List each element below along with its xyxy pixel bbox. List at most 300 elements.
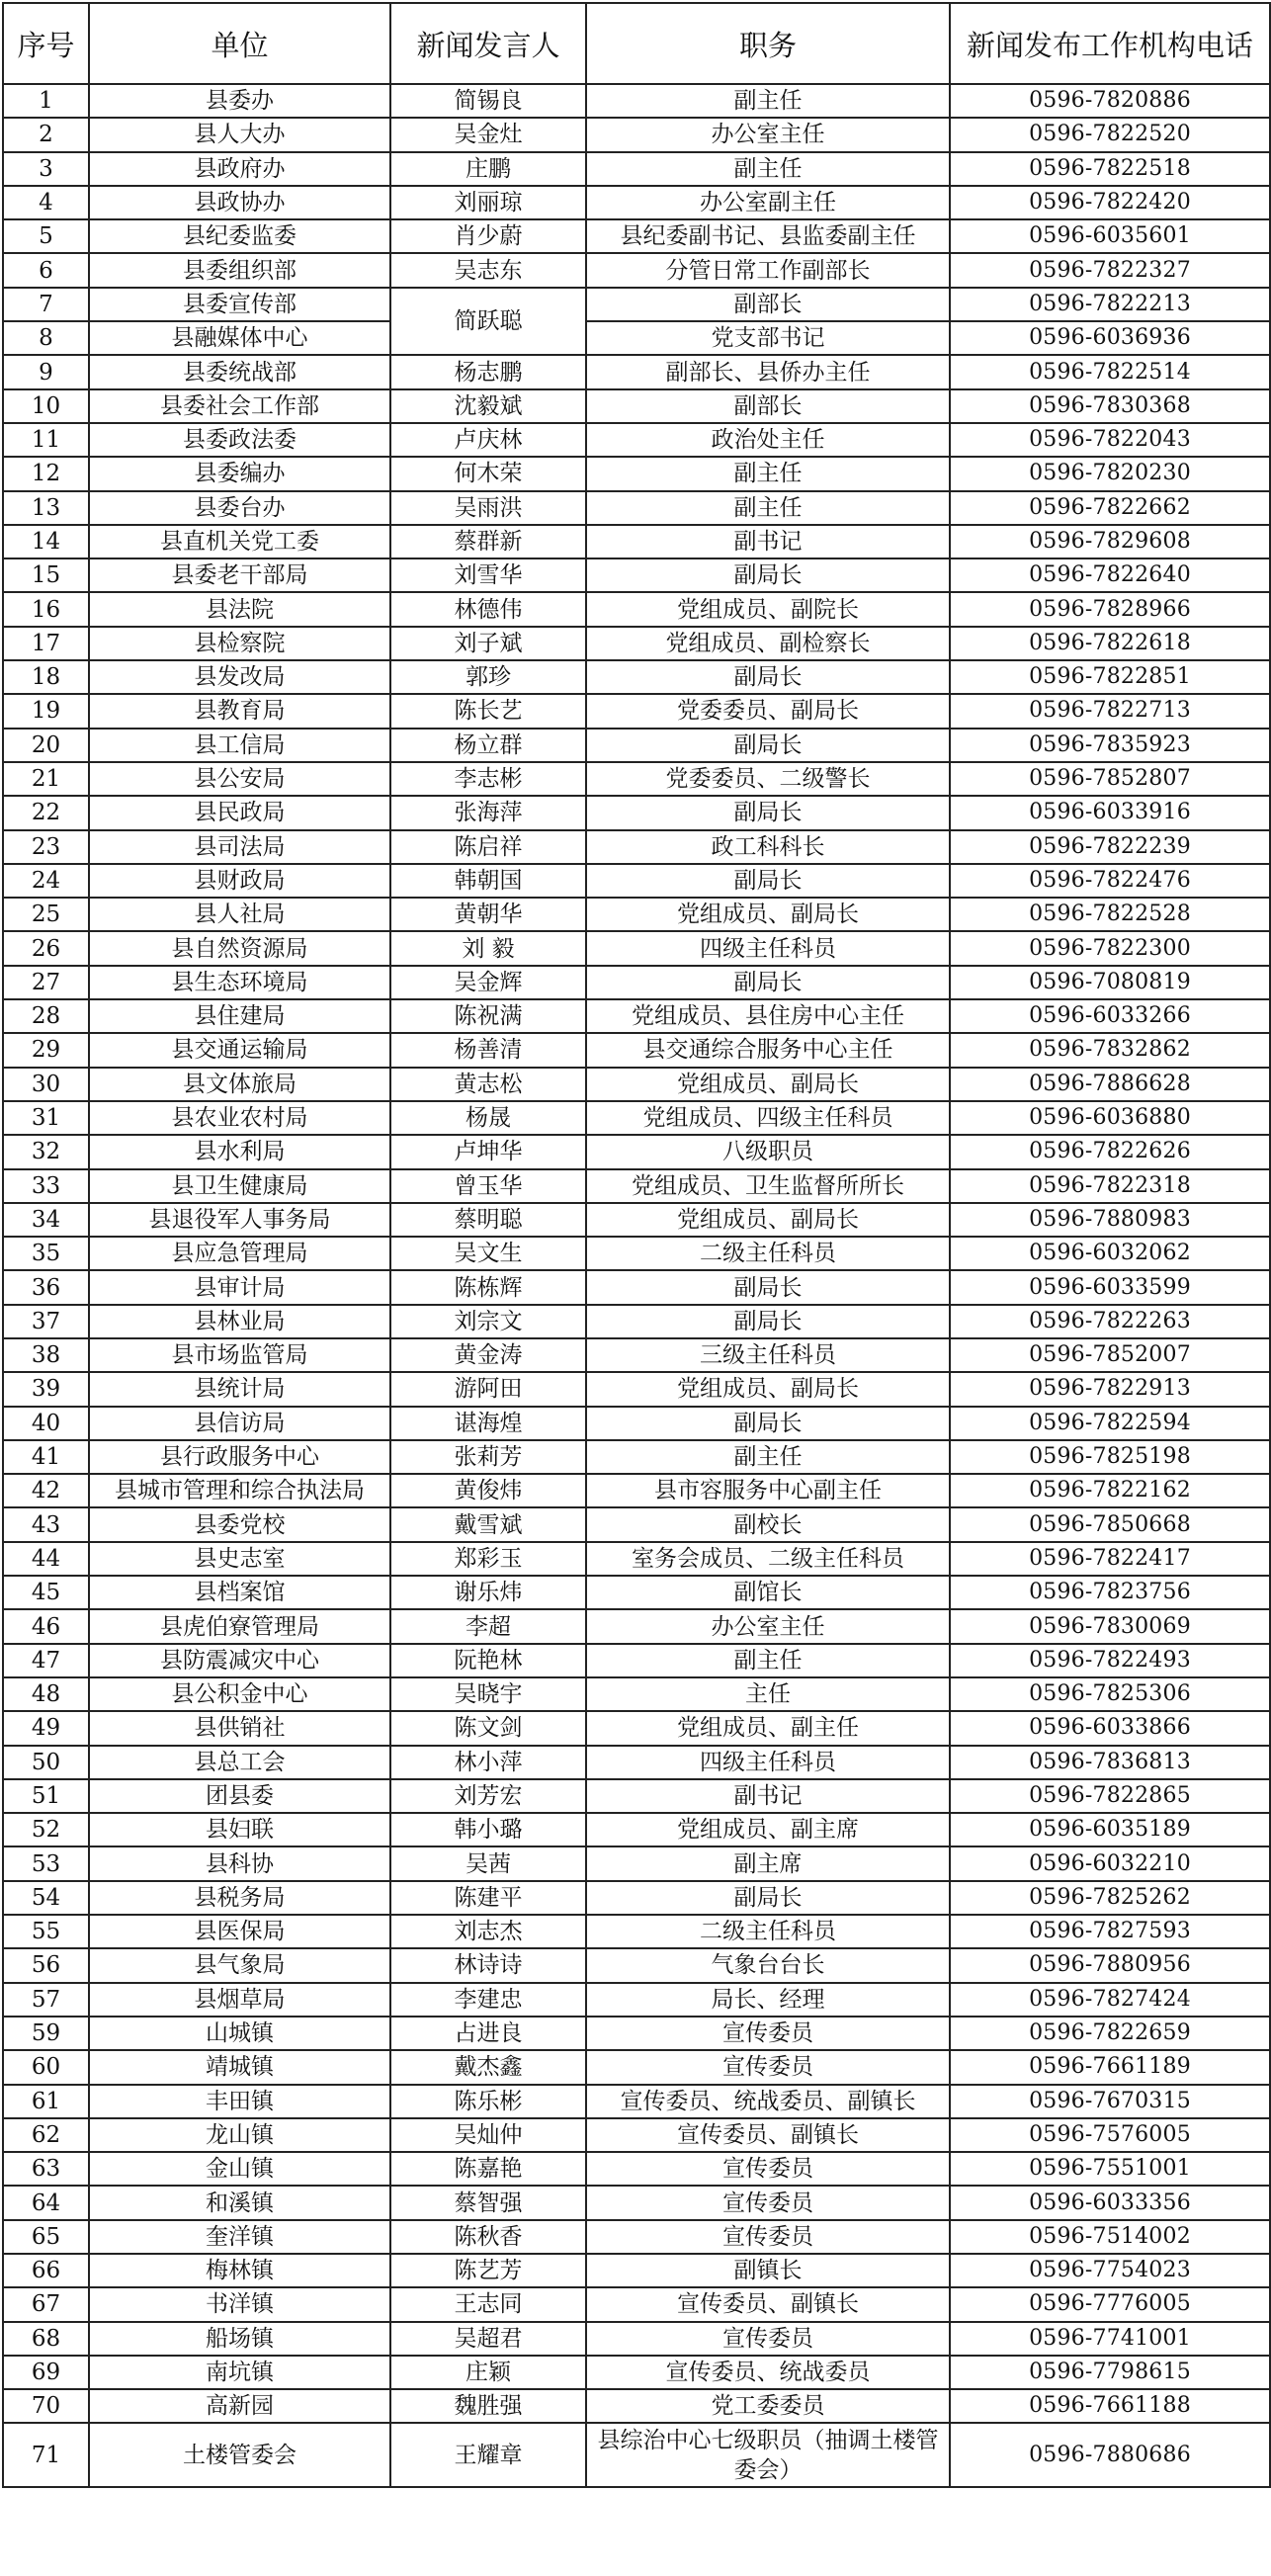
cell-title: 宣传委员、副镇长 [586,2287,950,2321]
cell-no: 22 [3,796,89,829]
cell-unit: 县统计局 [89,1372,390,1406]
cell-unit: 县医保局 [89,1915,390,1948]
cell-title: 副局长 [586,558,950,592]
cell-spokesperson: 刘宗文 [390,1305,586,1338]
cell-title: 局长、经理 [586,1983,950,2017]
cell-unit: 县发改局 [89,660,390,694]
cell-unit: 龙山镇 [89,2118,390,2152]
table-row [3,1677,1270,1711]
cell-unit: 县城市管理和综合执法局 [89,1474,390,1507]
cell-phone: 0596-7822493 [950,1644,1270,1677]
cell-spokesperson: 林诗诗 [390,1948,586,1982]
table-row [3,1915,1270,1948]
cell-spokesperson: 陈文剑 [390,1711,586,1745]
cell-no: 65 [3,2220,89,2254]
cell-no: 48 [3,1677,89,1711]
cell-no: 19 [3,694,89,728]
cell-no: 23 [3,830,89,864]
cell-spokesperson: 李建忠 [390,1983,586,2017]
cell-no: 43 [3,1507,89,1541]
table-row [3,1372,1270,1406]
cell-no: 28 [3,999,89,1033]
table-row [3,1813,1270,1846]
cell-no: 62 [3,2118,89,2152]
cell-title: 党支部书记 [586,321,950,355]
cell-no: 66 [3,2254,89,2287]
cell-no: 30 [3,1068,89,1101]
table-row [3,1711,1270,1745]
cell-spokesperson: 吴志东 [390,253,586,287]
cell-unit: 县行政服务中心 [89,1440,390,1474]
table-row [3,1507,1270,1541]
cell-spokesperson: 郭珍 [390,660,586,694]
cell-unit: 县文体旅局 [89,1068,390,1101]
table-row [3,1542,1270,1576]
table-row [3,457,1270,490]
cell-phone: 0596-7820230 [950,457,1270,490]
cell-spokesperson: 庄颖 [390,2356,586,2389]
cell-unit: 县政协办 [89,186,390,219]
cell-spokesperson: 戴雪斌 [390,1507,586,1541]
table-row [3,627,1270,660]
cell-title: 副书记 [586,1779,950,1813]
cell-unit: 县委办 [89,84,390,118]
cell-spokesperson: 杨志鹏 [390,355,586,388]
cell-spokesperson: 戴杰鑫 [390,2050,586,2084]
cell-phone: 0596-6035601 [950,219,1270,253]
cell-unit: 县公积金中心 [89,1677,390,1711]
cell-spokesperson: 谌海煌 [390,1407,586,1440]
table-row [3,1983,1270,2017]
cell-spokesperson: 陈启祥 [390,830,586,864]
cell-title: 三级主任科员 [586,1338,950,1372]
cell-title: 宣传委员 [586,2050,950,2084]
table-row [3,2356,1270,2389]
cell-unit: 县人社局 [89,898,390,931]
cell-no: 18 [3,660,89,694]
cell-phone: 0596-7852807 [950,762,1270,796]
cell-spokesperson: 何木荣 [390,457,586,490]
cell-no: 21 [3,762,89,796]
cell-phone: 0596-6033356 [950,2186,1270,2219]
cell-spokesperson: 黄金涛 [390,1338,586,1372]
table-row [3,1644,1270,1677]
spokesperson-table [2,2,1271,2488]
cell-unit: 县委编办 [89,457,390,490]
cell-spokesperson: 刘 毅 [390,931,586,965]
cell-spokesperson: 游阿田 [390,1372,586,1406]
cell-spokesperson: 韩朝国 [390,864,586,898]
cell-phone: 0596-7822865 [950,1779,1270,1813]
header-unit: 单位 [89,3,390,84]
cell-unit: 县委党校 [89,1507,390,1541]
cell-phone: 0596-6036936 [950,321,1270,355]
cell-no: 5 [3,219,89,253]
cell-title: 办公室主任 [586,1609,950,1643]
cell-no: 7 [3,288,89,321]
cell-spokesperson: 吴晓宇 [390,1677,586,1711]
cell-title: 政治处主任 [586,423,950,457]
table-row [3,288,1270,321]
cell-unit: 县委老干部局 [89,558,390,592]
cell-title: 副局长 [586,1407,950,1440]
cell-no: 36 [3,1270,89,1304]
cell-spokesperson: 刘雪华 [390,558,586,592]
cell-no: 34 [3,1203,89,1237]
cell-spokesperson: 蔡群新 [390,525,586,558]
cell-title: 党组成员、副局长 [586,898,950,931]
cell-no: 54 [3,1881,89,1915]
cell-title: 副书记 [586,525,950,558]
table-row [3,2220,1270,2254]
cell-no: 40 [3,1407,89,1440]
cell-no: 20 [3,729,89,762]
table-row [3,1746,1270,1779]
cell-spokesperson: 陈栋辉 [390,1270,586,1304]
cell-phone: 0596-6032062 [950,1237,1270,1270]
cell-no: 33 [3,1169,89,1203]
cell-title: 县交通综合服务中心主任 [586,1033,950,1067]
cell-unit: 丰田镇 [89,2085,390,2118]
cell-phone: 0596-7754023 [950,2254,1270,2287]
cell-spokesperson: 王耀章 [390,2423,586,2487]
cell-unit: 县税务局 [89,1881,390,1915]
cell-unit: 县水利局 [89,1135,390,1168]
cell-spokesperson: 阮艳林 [390,1644,586,1677]
cell-no: 47 [3,1644,89,1677]
cell-phone: 0596-6033599 [950,1270,1270,1304]
table-row [3,186,1270,219]
cell-title: 副局长 [586,796,950,829]
cell-unit: 县工信局 [89,729,390,762]
cell-no: 70 [3,2389,89,2423]
table-row [3,253,1270,287]
cell-phone: 0596-6035189 [950,1813,1270,1846]
cell-unit: 南坑镇 [89,2356,390,2389]
cell-spokesperson: 韩小璐 [390,1813,586,1846]
cell-unit: 高新园 [89,2389,390,2423]
cell-spokesperson: 刘丽琼 [390,186,586,219]
cell-title: 四级主任科员 [586,931,950,965]
cell-no: 53 [3,1846,89,1880]
cell-title: 主任 [586,1677,950,1711]
cell-no: 12 [3,457,89,490]
cell-unit: 山城镇 [89,2017,390,2050]
table-row [3,2085,1270,2118]
table-row [3,830,1270,864]
cell-title: 宣传委员 [586,2186,950,2219]
cell-spokesperson: 杨立群 [390,729,586,762]
cell-spokesperson: 陈艺芳 [390,2254,586,2287]
cell-phone: 0596-7822518 [950,152,1270,186]
cell-title: 副部长、县侨办主任 [586,355,950,388]
cell-unit: 县虎伯寮管理局 [89,1609,390,1643]
cell-spokesperson: 刘子斌 [390,627,586,660]
cell-phone: 0596-7886628 [950,1068,1270,1101]
table-row [3,2118,1270,2152]
cell-phone: 0596-7822913 [950,1372,1270,1406]
cell-no: 1 [3,84,89,118]
cell-no: 10 [3,389,89,423]
cell-unit: 县审计局 [89,1270,390,1304]
cell-phone: 0596-6036880 [950,1101,1270,1135]
cell-spokesperson: 吴灿仲 [390,2118,586,2152]
cell-phone: 0596-7661188 [950,2389,1270,2423]
cell-unit: 县防震减灾中心 [89,1644,390,1677]
table-row [3,525,1270,558]
cell-unit: 团县委 [89,1779,390,1813]
table-row [3,1338,1270,1372]
cell-no: 68 [3,2322,89,2356]
table-row [3,321,1270,355]
cell-spokesperson: 林小萍 [390,1746,586,1779]
cell-unit: 县融媒体中心 [89,321,390,355]
cell-unit: 县妇联 [89,1813,390,1846]
cell-title: 室务会成员、二级主任科员 [586,1542,950,1576]
cell-no: 45 [3,1576,89,1609]
table-row [3,389,1270,423]
cell-no: 27 [3,966,89,999]
cell-spokesperson: 杨晟 [390,1101,586,1135]
cell-title: 副馆长 [586,1576,950,1609]
cell-title: 党委委员、副局长 [586,694,950,728]
table-row [3,1881,1270,1915]
cell-spokesperson: 黄俊炜 [390,1474,586,1507]
cell-phone: 0596-7670315 [950,2085,1270,2118]
cell-title: 县综治中心七级职员（抽调土楼管委会） [586,2423,950,2487]
cell-spokesperson: 陈秋香 [390,2220,586,2254]
cell-no: 3 [3,152,89,186]
table-row [3,864,1270,898]
header-no: 序号 [3,3,89,84]
cell-spokesperson: 庄鹏 [390,152,586,186]
cell-phone: 0596-7661189 [950,2050,1270,2084]
table-row [3,1779,1270,1813]
cell-no: 71 [3,2423,89,2487]
table-row [3,931,1270,965]
cell-title: 办公室副主任 [586,186,950,219]
cell-unit: 县烟草局 [89,1983,390,2017]
table-row [3,118,1270,151]
cell-unit: 县农业农村局 [89,1101,390,1135]
cell-unit: 县公安局 [89,762,390,796]
table-row [3,966,1270,999]
cell-no: 57 [3,1983,89,2017]
cell-title: 党工委委员 [586,2389,950,2423]
cell-phone: 0596-6033266 [950,999,1270,1033]
cell-unit: 书洋镇 [89,2287,390,2321]
cell-phone: 0596-7852007 [950,1338,1270,1372]
cell-phone: 0596-7880686 [950,2423,1270,2487]
cell-spokesperson: 沈毅斌 [390,389,586,423]
cell-phone: 0596-7832862 [950,1033,1270,1067]
cell-spokesperson: 魏胜强 [390,2389,586,2423]
cell-phone: 0596-7822318 [950,1169,1270,1203]
table-row [3,152,1270,186]
cell-unit: 县政府办 [89,152,390,186]
cell-phone: 0596-7835923 [950,729,1270,762]
cell-spokesperson: 肖少蔚 [390,219,586,253]
cell-no: 25 [3,898,89,931]
table-row [3,355,1270,388]
table-row [3,1609,1270,1643]
cell-no: 41 [3,1440,89,1474]
cell-spokesperson: 吴文生 [390,1237,586,1270]
table-row [3,1440,1270,1474]
cell-spokesperson: 郑彩玉 [390,1542,586,1576]
table-row [3,1576,1270,1609]
cell-unit: 县交通运输局 [89,1033,390,1067]
cell-title: 宣传委员 [586,2322,950,2356]
cell-title: 副部长 [586,288,950,321]
cell-unit: 县检察院 [89,627,390,660]
cell-spokesperson: 张海萍 [390,796,586,829]
cell-title: 副主任 [586,152,950,186]
cell-unit: 县总工会 [89,1746,390,1779]
cell-phone: 0596-7776005 [950,2287,1270,2321]
cell-unit: 奎洋镇 [89,2220,390,2254]
cell-title: 宣传委员 [586,2017,950,2050]
cell-phone: 0596-7514002 [950,2220,1270,2254]
cell-unit: 县住建局 [89,999,390,1033]
table-row [3,1305,1270,1338]
cell-spokesperson: 谢乐炜 [390,1576,586,1609]
cell-no: 17 [3,627,89,660]
cell-unit: 县纪委监委 [89,219,390,253]
cell-no: 11 [3,423,89,457]
cell-no: 24 [3,864,89,898]
table-row [3,1135,1270,1168]
table-row [3,1237,1270,1270]
cell-no: 8 [3,321,89,355]
table-row [3,2017,1270,2050]
cell-unit: 县卫生健康局 [89,1169,390,1203]
cell-phone: 0596-7080819 [950,966,1270,999]
cell-unit: 县法院 [89,592,390,626]
cell-title: 二级主任科员 [586,1237,950,1270]
cell-title: 党委委员、二级警长 [586,762,950,796]
table-row [3,2287,1270,2321]
cell-spokesperson: 吴雨洪 [390,491,586,525]
cell-title: 党组成员、副局长 [586,1203,950,1237]
cell-no: 16 [3,592,89,626]
header-title: 职务 [586,3,950,84]
table-row [3,796,1270,829]
cell-no: 49 [3,1711,89,1745]
cell-no: 29 [3,1033,89,1067]
cell-no: 60 [3,2050,89,2084]
cell-phone: 0596-7829608 [950,525,1270,558]
cell-unit: 县档案馆 [89,1576,390,1609]
cell-unit: 县生态环境局 [89,966,390,999]
cell-title: 党组成员、副院长 [586,592,950,626]
cell-unit: 靖城镇 [89,2050,390,2084]
cell-title: 副局长 [586,729,950,762]
cell-phone: 0596-7827593 [950,1915,1270,1948]
cell-phone: 0596-7822420 [950,186,1270,219]
cell-phone: 0596-7825198 [950,1440,1270,1474]
cell-title: 县市容服务中心副主任 [586,1474,950,1507]
cell-unit: 县教育局 [89,694,390,728]
cell-spokesperson: 卢坤华 [390,1135,586,1168]
cell-no: 61 [3,2085,89,2118]
cell-phone: 0596-7822162 [950,1474,1270,1507]
cell-no: 38 [3,1338,89,1372]
header-phone: 新闻发布工作机构电话 [950,3,1270,84]
cell-spokesperson: 陈乐彬 [390,2085,586,2118]
cell-no: 55 [3,1915,89,1948]
table-row [3,898,1270,931]
cell-title: 副主任 [586,84,950,118]
table-row [3,2423,1270,2487]
cell-spokesperson: 陈建平 [390,1881,586,1915]
cell-title: 副部长 [586,389,950,423]
cell-phone: 0596-7880983 [950,1203,1270,1237]
cell-no: 37 [3,1305,89,1338]
cell-phone: 0596-7822327 [950,253,1270,287]
cell-title: 二级主任科员 [586,1915,950,1948]
cell-phone: 0596-6033916 [950,796,1270,829]
cell-phone: 0596-6033866 [950,1711,1270,1745]
cell-no: 2 [3,118,89,151]
cell-no: 26 [3,931,89,965]
cell-no: 52 [3,1813,89,1846]
header-row [3,3,1270,84]
cell-phone: 0596-7828966 [950,592,1270,626]
cell-phone: 0596-7820886 [950,84,1270,118]
cell-spokesperson: 蔡明聪 [390,1203,586,1237]
cell-phone: 0596-7576005 [950,2118,1270,2152]
cell-phone: 0596-7822713 [950,694,1270,728]
cell-spokesperson: 曾玉华 [390,1169,586,1203]
cell-spokesperson: 黄志松 [390,1068,586,1101]
cell-title: 副局长 [586,660,950,694]
cell-title: 宣传委员、统战委员、副镇长 [586,2085,950,2118]
cell-title: 副局长 [586,1270,950,1304]
cell-unit: 县史志室 [89,1542,390,1576]
cell-title: 副主任 [586,457,950,490]
cell-title: 党组成员、副局长 [586,1068,950,1101]
table-row [3,1474,1270,1507]
cell-title: 副校长 [586,1507,950,1541]
cell-unit: 县自然资源局 [89,931,390,965]
cell-phone: 0596-7822851 [950,660,1270,694]
cell-spokesperson: 陈祝满 [390,999,586,1033]
table-row [3,2050,1270,2084]
cell-unit: 船场镇 [89,2322,390,2356]
cell-spokesperson: 简锡良 [390,84,586,118]
cell-title: 宣传委员、统战委员 [586,2356,950,2389]
cell-phone: 0596-7822239 [950,830,1270,864]
cell-no: 14 [3,525,89,558]
cell-phone: 0596-7822514 [950,355,1270,388]
cell-phone: 0596-7798615 [950,2356,1270,2389]
cell-unit: 县司法局 [89,830,390,864]
cell-unit: 县林业局 [89,1305,390,1338]
table-row [3,1203,1270,1237]
cell-title: 宣传委员 [586,2152,950,2186]
cell-unit: 县委宣传部 [89,288,390,321]
table-row [3,84,1270,118]
cell-phone: 0596-7850668 [950,1507,1270,1541]
cell-title: 副主席 [586,1846,950,1880]
table-row [3,2186,1270,2219]
cell-no: 64 [3,2186,89,2219]
cell-spokesperson: 卢庆林 [390,423,586,457]
cell-no: 46 [3,1609,89,1643]
cell-spokesperson: 吴金辉 [390,966,586,999]
cell-spokesperson: 陈长艺 [390,694,586,728]
